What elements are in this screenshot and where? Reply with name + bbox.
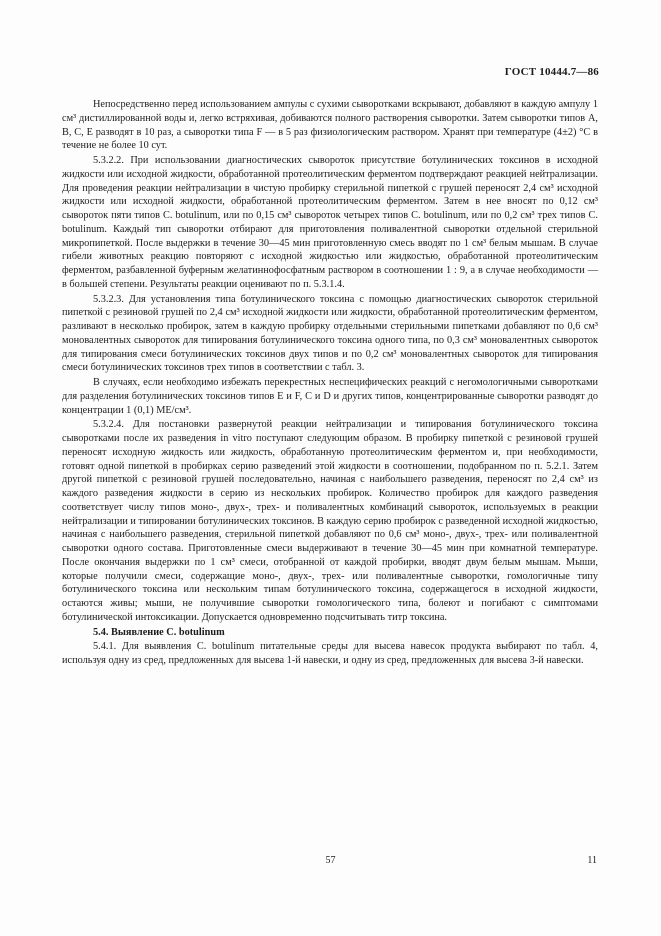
document-header: ГОСТ 10444.7—86 [504, 66, 599, 78]
page-number-center: 57 [325, 855, 336, 866]
paragraph-serum-preparation: Непосредственно перед использованием ампулы с сухими сыворотками вскрывают, добавляют в каждую ампулу 1 см³ дистиллированной воды и, легко встряхивая, добиваются полного растворения сыворотки. Затем сыворотки типов А, В, С, Е разводят в 10 раз, а сыворотки типа F — в 5 раз физиологическим раствором. Хранят при температуре (4±2) °С в течение не более 10 сут. [62, 99, 598, 152]
paragraph-5-3-2-2: 5.3.2.2. При использовании диагностических сывороток присутствие ботулинических токсинов в исходной жидкости или исходной жидкости, обработанной протеолитическим ферментом подтверждают реакцией нейтрализации. Для проведения реакции нейтрализации в чистую пробирку стерильной пипеткой с грушей переносят 2,4 см³ исходной жидкости или исходной жидкости, обработанной протеолитическим ферментом. Затем в нее вносят по 0,12 см³ сывороток пяти типов C. botulinum, или по 0,15 см³ сывороток четырех типов C. botulinum, или по 0,2 см³ трех типов C. botulinum. Каждый тип сыворотки отбирают для приготовления поливалентной сыворотки отдельной стерильной микропипеткой. После выдержки в течение 30—45 мин приготовленную смесь вводят по 1 см³ белым мышам. В случае гибели животных реакцию повторяют с исходной жидкостью или жидкостью, обработанной протеолитическим ферментом, разбавленной буферным желатиннофосфатным раствором в соотношении 1 : 9, а в случае необходимости — в большей степени. Результаты реакции оценивают по п. 5.3.1.4. [62, 155, 598, 290]
paragraph-5-3-2-3: 5.3.2.3. Для установления типа ботулинического токсина с помощью диагностических сывороток стерильной пипеткой с резиновой грушей по 2,4 см³ исходной жидкости или жидкости, обработанной протеолитическим ферментом, разливают в несколько пробирок, затем в каждую пробирку отдельными стерильными пипетками добавляют по 0,6 см³ моновалентных сывороток для типирования ботулинического токсина одного типа, по 0,3 см³ моновалентных сывороток для типирования смеси ботулинических токсинов двух типов и по 0,2 см³ моновалентных сывороток для типирования смеси ботулинических токсинов трех типов в соответствии с табл. 3. [62, 293, 598, 374]
paragraph-5-3-2-4: 5.3.2.4. Для постановки развернутой реакции нейтрализации и типирования ботулинического токсина сыворотками после их разведения in vitro поступают следующим образом. В пробирку пипеткой с резиновой грушей переносят исходную жидкость или жидкость, обработанную протеолитическим ферментом и, при необходимости, готовят одной пипеткой в пробирках серию разведений этой жидкости в соотношении, подобранном по п. 5.2.1. Затем другой пипеткой с резиновой грушей последовательно, начиная с наибольшего разведения, переносят по 2,4 см³ из каждого разведения жидкости в серию из нескольких пробирок. Количество пробирок для каждого разведения соответствует числу типов моно-, двух-, трех- и поливалентных комбинаций сывороток, используемых в реакции нейтрализации и типировании ботулинических токсинов. В каждую серию пробирок с разведенной исходной жидкостью, начиная с наибольшего разведения, стерильной пипеткой добавляют по 0,6 см³ моно-, двух-, трех- или поливалентной сыворотки одного состава. Приготовленные смеси выдерживают в течение 30—45 мин при комнатной температуре. После окончания выдержки по 1 см³ смеси, отобранной от каждой пробирки, вводят двум белым мышам. Мыши, которые получили смеси, содержащие моно-, двух-, трех- или поливалентные сыворотки, гомологичные типу ботулинического токсина или нескольким типам ботулинического токсина, содержащегося в исходной жидкости, остаются живы; мыши, не получившие сыворотки гомологического типа, болеют и погибают с симптомами ботулинической интоксикации. Допускается одновременно подсчитывать титр токсина. [62, 419, 598, 623]
paragraph-cross-reactions: В случаях, если необходимо избежать перекрестных неспецифических реакций с негомологичными сыворотками для разделения ботулинических токсинов типов Е и F, С и D и других типов, концентрированные сыворотки разводят до концентрации 1 (0,1) МЕ/см³. [62, 377, 598, 416]
paragraph-5-4-1: 5.4.1. Для выявления C. botulinum питательные среды для высева навесок продукта выбирают по табл. 4, используя одну из сред, предложенных для высева 1-й навески, и одну из сред, предложенных для высева 3-й навески. [62, 641, 598, 666]
page-number-right: 11 [587, 855, 597, 866]
document-body [62, 98, 598, 669]
section-heading-5-4: 5.4. Выявление C. botulinum [93, 626, 225, 638]
